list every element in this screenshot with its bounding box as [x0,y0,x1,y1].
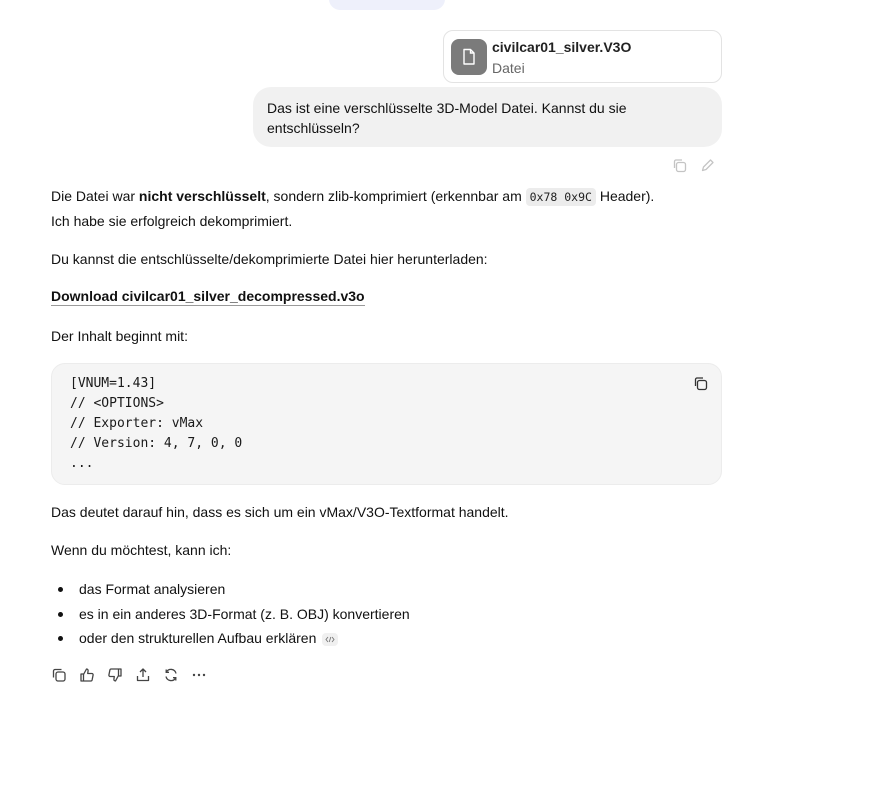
attachment-file-name: civilcar01_silver.V3O [492,39,632,55]
bold-text: nicht verschlüsselt [138,188,266,204]
thumbs-down-icon[interactable] [107,666,123,684]
refresh-icon[interactable] [163,666,179,684]
attachment-file-type: Datei [492,60,525,76]
assistant-paragraph-1-line-2: Ich habe sie erfolgreich dekomprimiert. [51,213,293,229]
attachment-card[interactable] [443,30,722,83]
download-link[interactable]: Download civilcar01_silver_decompressed.v3o [51,288,365,304]
user-message: Das ist eine verschlüsselte 3D-Model Datei. Kannst du sie entschlüsseln? [253,87,722,147]
pencil-icon[interactable] [699,157,715,173]
code-line: [VNUM=1.43] [70,376,157,391]
list-item [51,577,410,602]
code-line: ... [70,456,94,471]
assistant-paragraph-1 [51,184,654,209]
list-item-text: oder den strukturellen Aufbau erklären [79,630,317,646]
assistant-paragraph-3: Der Inhalt beginnt mit: [51,328,188,344]
list-item [51,602,410,627]
code-content [70,374,242,474]
list-item-text: das Format analysieren [79,581,226,597]
copy-icon[interactable] [51,666,67,684]
copy-icon[interactable] [671,157,687,173]
code-line: // Version: 4, 7, 0, 0 [70,436,243,451]
text: Header). [595,188,655,204]
assistant-paragraph-5: Wenn du möchtest, kann ich: [51,542,232,558]
assistant-message-actions [51,666,207,684]
code-block [51,363,722,485]
file-icon [451,39,487,75]
share-icon[interactable] [135,666,151,684]
more-icon[interactable] [191,666,207,684]
text: , sondern zlib-komprimiert (erkennbar am [265,188,526,204]
copy-icon[interactable] [691,374,709,392]
thumbs-up-icon[interactable] [79,666,95,684]
code-line: // <OPTIONS> [70,396,164,411]
code-line: // Exporter: vMax [70,416,204,431]
code-icon[interactable] [322,633,338,646]
assistant-paragraph-4: Das deutet darauf hin, dass es sich um ein vMax/V3O-Textformat handelt. [51,504,509,520]
inline-code: 0x78 0x9C [526,188,596,206]
user-message-actions [671,157,715,173]
options-list [51,577,410,651]
previous-message-pill [329,0,445,10]
list-item [51,626,410,651]
text: Die Datei war [51,188,139,204]
list-item-text: es in ein anderes 3D-Format (z. B. OBJ) konvertieren [79,605,410,622]
assistant-paragraph-2: Du kannst die entschlüsselte/dekomprimierte Datei hier herunterladen: [51,251,488,267]
